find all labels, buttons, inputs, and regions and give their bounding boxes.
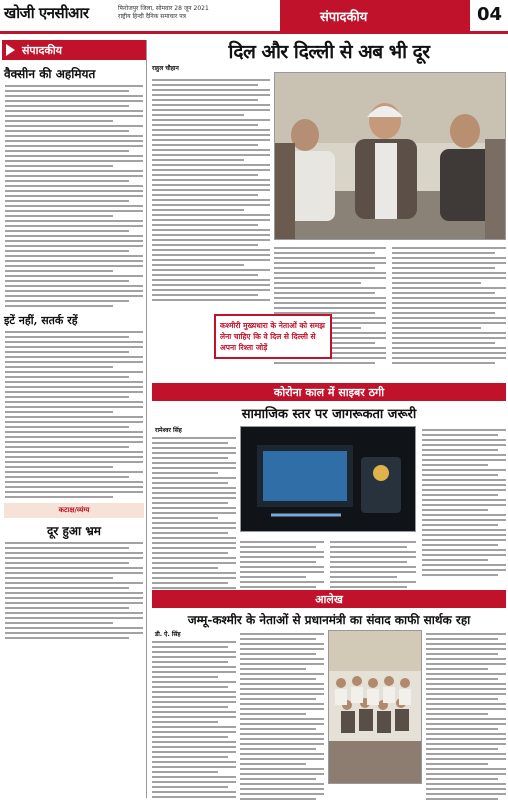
story2-col4 bbox=[422, 426, 506, 579]
newspaper-logo: खोजी एनसीआर bbox=[4, 4, 89, 22]
group-photo bbox=[328, 630, 422, 784]
masthead bbox=[0, 0, 508, 34]
story3-col3 bbox=[426, 630, 506, 800]
editorial-body bbox=[5, 85, 143, 307]
story3-band: आलेख bbox=[152, 590, 506, 608]
section-tab bbox=[280, 0, 470, 31]
story3-col1 bbox=[152, 630, 236, 800]
lead-author: राहुल चौहान bbox=[152, 65, 179, 72]
editorial-section-header bbox=[2, 40, 146, 60]
lead-body-col3 bbox=[392, 244, 506, 367]
dateline-date: फिरोजपुर जिला, सोमवार 28 जून 2021 bbox=[118, 5, 209, 12]
dateline bbox=[118, 5, 268, 21]
dateline-tagline: राष्ट्रीय हिन्दी दैनिक समाचार पत्र bbox=[118, 13, 186, 20]
pull-quote: कश्मीरी मुख्यधारा के नेताओं को समझ लेना चाहिए कि वे दिल से दिल्ली से अपना रिश्ता जोड़ें bbox=[214, 314, 332, 359]
editorial-section-label: संपादकीय bbox=[22, 44, 63, 57]
story3-headline: जम्मू-कश्मीर के नेताओं से प्रधानमंत्री का संवाद काफी सार्थक रहा bbox=[187, 613, 471, 627]
story2-author: रामेश्वर सिंह bbox=[155, 427, 182, 434]
story3-author: डी. ऐ. सिंह bbox=[155, 631, 181, 638]
second-editorial-title: इटें नहीं, सतर्क रहें bbox=[4, 314, 78, 327]
story2-band: कोरोना काल में साइबर ठगी bbox=[152, 383, 506, 401]
editorial-title: वैक्सीन की अहमियत bbox=[4, 67, 96, 81]
kataksh-label: कटाक्ष/व्यंग्य bbox=[4, 503, 144, 518]
story2-col1 bbox=[152, 426, 236, 602]
third-editorial-body bbox=[5, 542, 143, 639]
story3-col2 bbox=[240, 630, 324, 800]
lead-body-col1 bbox=[152, 76, 270, 304]
cyber-fraud-photo bbox=[240, 426, 416, 532]
lead-photo-meeting bbox=[274, 72, 506, 240]
story2-headline: सामाजिक स्तर पर जागरूकता जरूरी bbox=[241, 407, 417, 422]
second-editorial-body bbox=[5, 331, 143, 498]
editorial-column bbox=[2, 40, 147, 798]
third-editorial-title: दूर हुआ भ्रम bbox=[47, 524, 101, 538]
lead-headline: दिल और दिल्ली से अब भी दूर bbox=[228, 41, 430, 63]
lead-story bbox=[152, 38, 506, 352]
section-title: संपादकीय bbox=[320, 10, 368, 25]
page-number: 04 bbox=[476, 4, 502, 25]
